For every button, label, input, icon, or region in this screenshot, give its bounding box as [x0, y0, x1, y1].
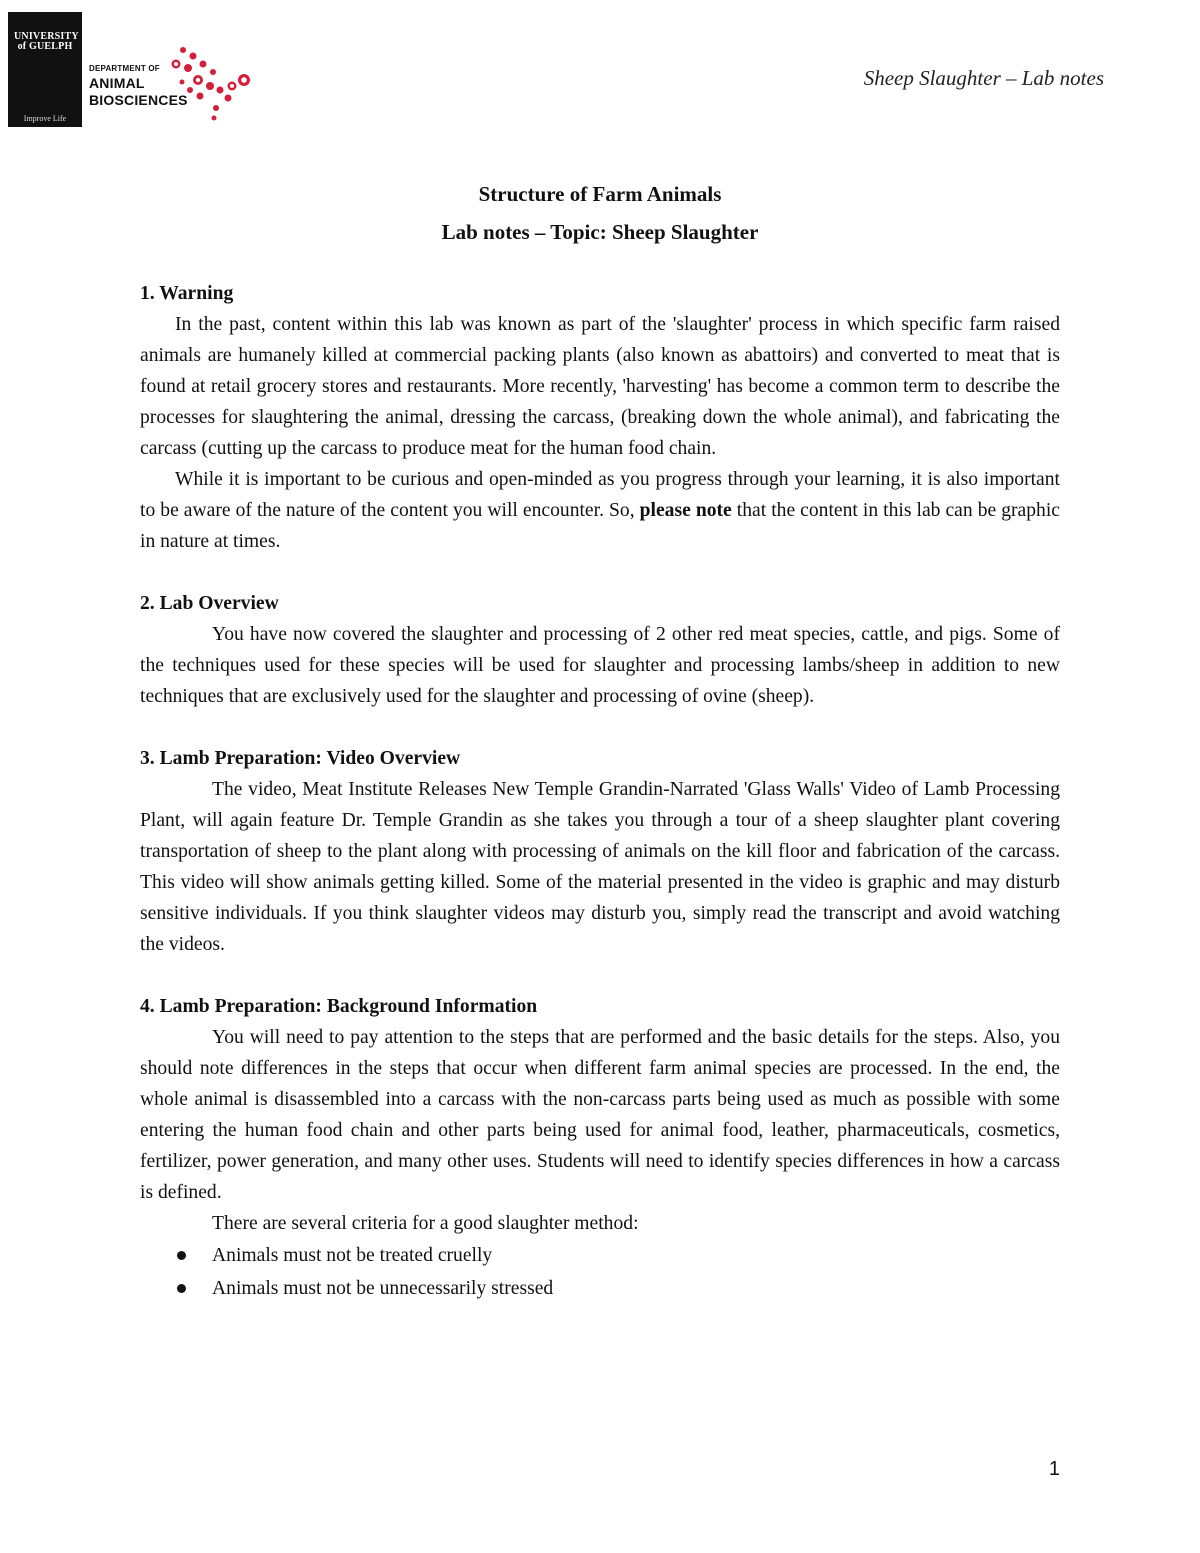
warning-p2-text-b: that the content in this lab can be graphic in nature at times. [140, 500, 1060, 552]
section-heading-background: 4. Lamb Preparation: Background Information [140, 996, 538, 1017]
warning-paragraph-1: In the past, content within this lab was known as part of the 'slaughter' process in which specific farm raised animals are humanely killed at commercial packing plants (also known as abattoirs) and converted to meat that is found at retail grocery stores and restaurants. More recently, 'harvesting' has become a common term to describe the processes for slaughtering the animal, dressing the carcass, (breaking down the whole animal), and fabricating the carcass (cutting up the carcass to produce meat for the human food chain. [140, 314, 1060, 459]
please-note-emphasis: please note [639, 500, 732, 521]
university-tagline: Improve Life [23, 114, 67, 123]
document-title [0, 175, 1200, 251]
criteria-list [140, 1239, 1060, 1305]
department-line2: BIOSCIENCES [89, 92, 188, 108]
warning-paragraph-2 [140, 464, 1060, 557]
page-number: 1 [1048, 1458, 1060, 1480]
university-logo [8, 12, 82, 127]
department-line1: ANIMAL [89, 75, 145, 91]
running-header: Sheep Slaughter – Lab notes [863, 66, 1104, 90]
warning-p2-text-a: While it is important to be curious and open-minded as you progress through your learning, it is also important to be aware of the nature of the content you will encounter. So, [140, 469, 1060, 521]
list-item: Animals must not be unnecessarily stressed [140, 1272, 1060, 1305]
department-prefix: DEPARTMENT OF [89, 64, 160, 73]
section-heading-video: 3. Lamb Preparation: Video Overview [140, 748, 461, 769]
title-line-2: Lab notes – Topic: Sheep Slaughter [441, 220, 759, 244]
section-heading-warning: 1. Warning [140, 283, 234, 304]
list-item: Animals must not be treated cruelly [140, 1239, 1060, 1272]
background-paragraph-1: You will need to pay attention to the steps that are performed and the basic details for the steps. Also, you should note differences in the steps that occur when different farm animal species are processed. In the end, the whole animal is disassembled into a carcass with the non-carcass parts being used as much as possible with some entering the human food chain and other parts being used for animal food, leather, pharmaceuticals, cosmetics, fertilizer, power generation, and many other uses. Students will need to identify species differences in how a carcass is defined. [140, 1027, 1060, 1203]
bullet-icon [177, 1284, 186, 1293]
background-paragraph-2: There are several criteria for a good slaughter method: [212, 1213, 639, 1234]
document-body [140, 278, 1060, 1305]
bullet-icon [177, 1251, 186, 1260]
section-heading-overview: 2. Lab Overview [140, 593, 279, 614]
university-name: UNIVERSITY of GUELPH [14, 31, 79, 52]
title-line-1: Structure of Farm Animals [478, 182, 722, 206]
department-logo-dots-icon [160, 42, 260, 122]
overview-paragraph: You have now covered the slaughter and processing of 2 other red meat species, cattle, and pigs. Some of the techniques used for these species will be used for slaughter and processing lambs/sheep in addition to new techniques that are exclusively used for the slaughter and processing of ovine (sheep). [140, 624, 1060, 707]
video-paragraph: The video, Meat Institute Releases New Temple Grandin-Narrated 'Glass Walls' Video of Lamb Processing Plant, will again feature Dr. Temple Grandin as she takes you through a tour of a sheep slaughter plant covering transportation of sheep to the plant along with processing of animals on the kill floor and fabrication of the carcass. This video will show animals getting killed. Some of the material presented in the video is graphic and may disturb sensitive individuals. If you think slaughter videos may disturb you, simply read the transcript and avoid watching the videos. [140, 779, 1060, 955]
